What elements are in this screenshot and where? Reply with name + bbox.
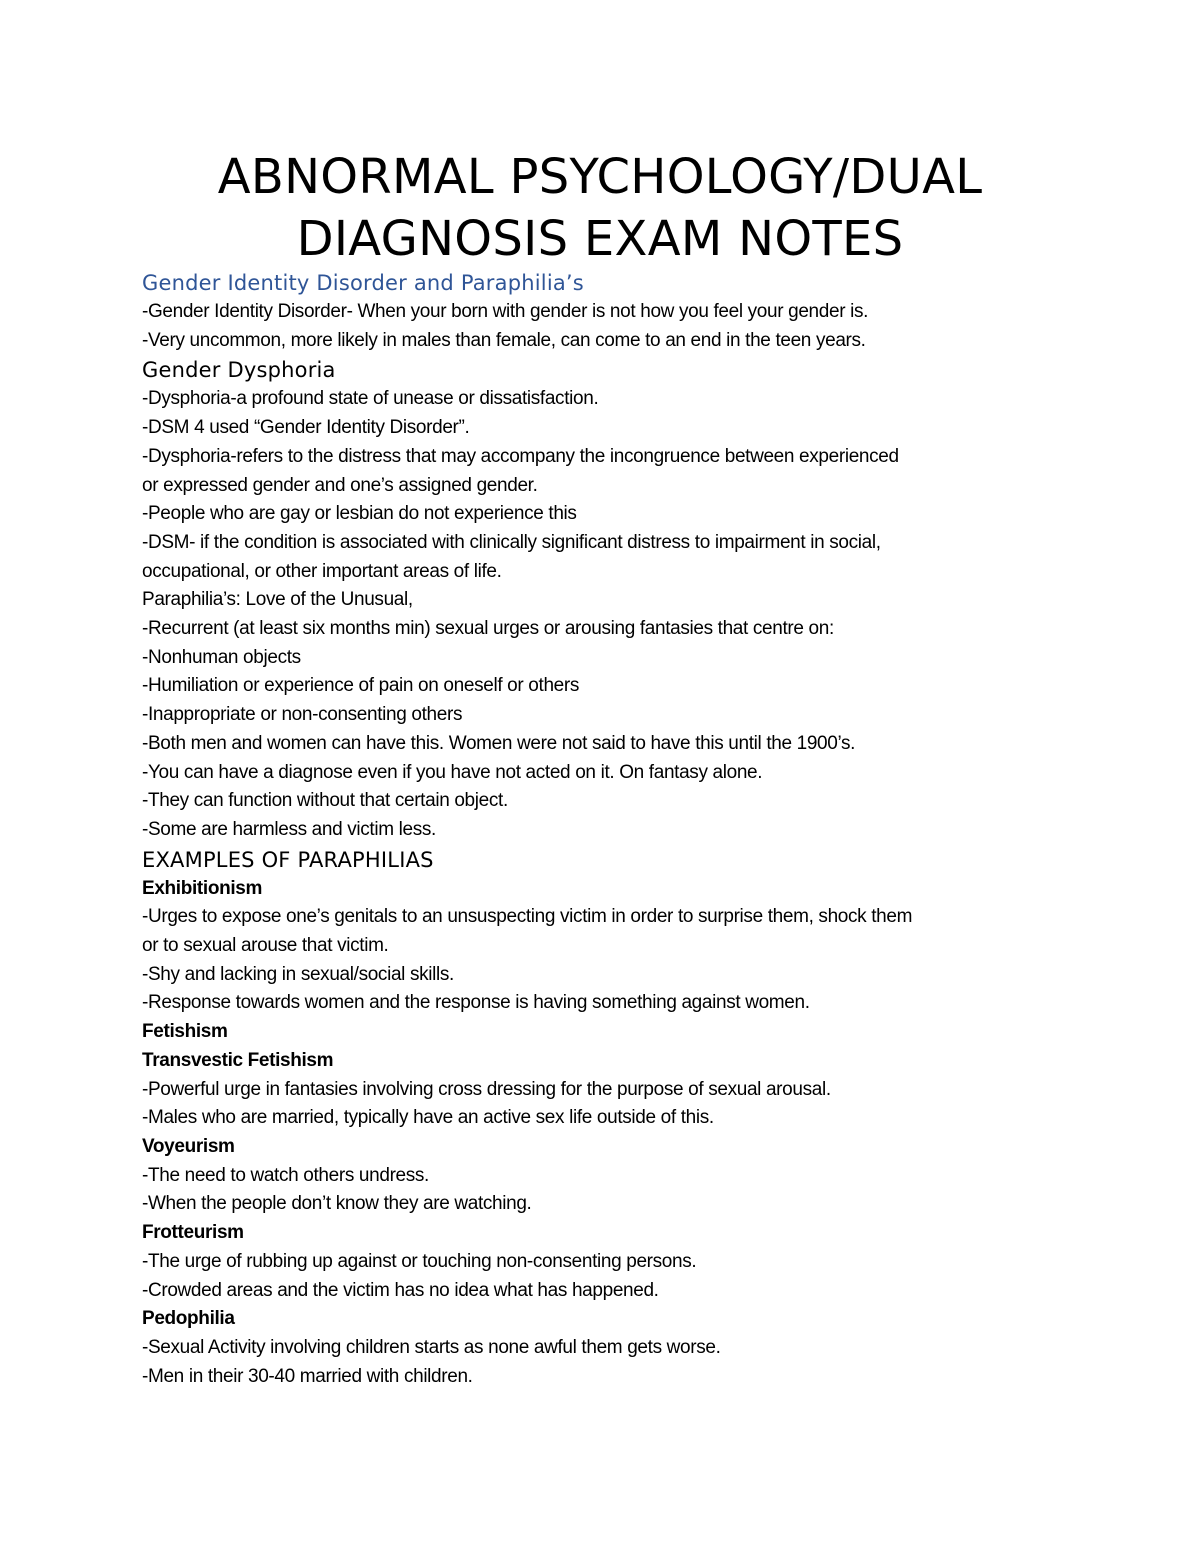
text-line: -Gender Identity Disorder- When your born with gender is not how you feel your gender is. [142,301,869,322]
subheading-transvestic-fetishism: Transvestic Fetishism [142,1049,334,1071]
text-line: or expressed gender and one’s assigned gender. [142,474,538,496]
text-line: -Inappropriate or non-consenting others [142,704,463,726]
text-line: -Response towards women and the response is having something against women. [142,992,810,1014]
text-line: -Crowded areas and the victim has no idea what has happened. [142,1279,659,1301]
text-line: -Both men and women can have this. Women were not said to have this until the 1900’s. [142,732,856,754]
text-line: -Some are harmless and victim less. [142,818,436,840]
subheading-voyeurism: Voyeurism [142,1135,235,1157]
title-line-2: DIAGNOSIS EXAM NOTES [296,211,904,267]
text-line: -Sexual Activity involving children starts as none awful them gets worse. [142,1336,721,1358]
text-line: -Humiliation or experience of pain on oneself or others [142,675,580,697]
text-line: -The urge of rubbing up against or touching non-consenting persons. [142,1250,697,1272]
text-line: -Men in their 30-40 married with children. [142,1365,473,1387]
subheading-exhibitionism: Exhibitionism [142,877,263,899]
text-line: -When the people don’t know they are watching. [142,1193,532,1215]
text-line: -Shy and lacking in sexual/social skills. [142,963,454,985]
text-line: -Powerful urge in fantasies involving cross dressing for the purpose of sexual arousal. [142,1078,831,1100]
subheading-fetishism: Fetishism [142,1021,228,1043]
text-line: -You can have a diagnose even if you have not acted on it. On fantasy alone. [142,761,763,783]
subheading-pedophilia: Pedophilia [142,1308,235,1330]
text-line: -Nonhuman objects [142,646,301,668]
text-line: -Recurrent (at least six months min) sexual urges or arousing fantasies that centre on: [142,618,834,640]
text-line: or to sexual arouse that victim. [142,935,389,957]
document-title [60,146,1140,270]
title-line-1: ABNORMAL PSYCHOLOGY/DUAL [217,149,983,205]
heading-gender-identity: Gender Identity Disorder and Paraphilia’s [142,271,584,295]
text-line: occupational, or other important areas of life. [142,560,502,582]
text-line: -They can function without that certain object. [142,790,508,812]
text-line: -Very uncommon, more likely in males than female, can come to an end in the teen years. [142,329,866,351]
text-line: -Dysphoria-refers to the distress that may accompany the incongruence between experienced [142,445,899,467]
text-line: Paraphilia’s: Love of the Unusual, [142,589,413,611]
text-line: -The need to watch others undress. [142,1164,429,1186]
heading-gender-dysphoria: Gender Dysphoria [142,358,336,383]
heading-examples-of-paraphilias: EXAMPLES OF PARAPHILIAS [142,847,434,872]
text-line: -Males who are married, typically have an active sex life outside of this. [142,1107,714,1129]
text-line: -People who are gay or lesbian do not experience this [142,503,577,525]
text-line: -DSM- if the condition is associated with clinically significant distress to impairment in social, [142,531,881,553]
text-line: -Dysphoria-a profound state of unease or dissatisfaction. [142,388,599,410]
text-line: -Urges to expose one’s genitals to an unsuspecting victim in order to surprise them, shock them [142,906,913,928]
subheading-frotteurism: Frotteurism [142,1222,244,1244]
text-line: -DSM 4 used “Gender Identity Disorder”. [142,417,470,439]
document-body [142,268,1142,1391]
